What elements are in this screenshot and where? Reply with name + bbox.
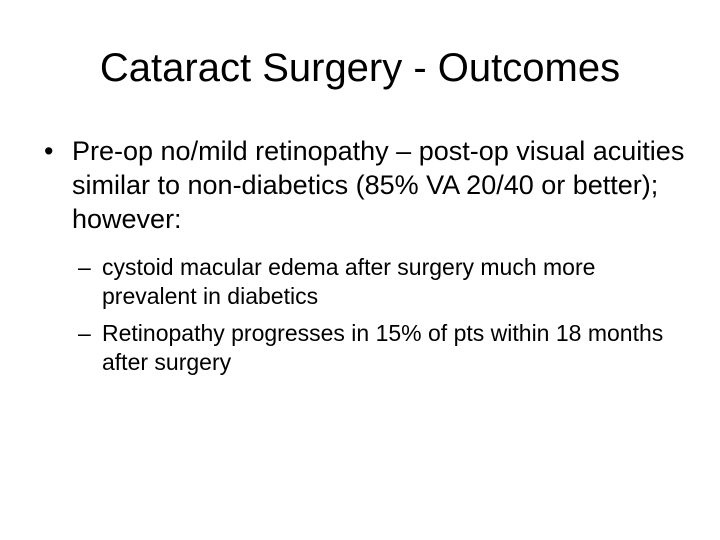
dash-marker-icon: –	[78, 320, 91, 346]
bullet-marker-icon: •	[44, 136, 54, 166]
sub-bullet-item	[78, 319, 678, 377]
slide-title: Cataract Surgery - Outcomes	[99, 46, 621, 90]
dash-marker-icon: –	[78, 254, 91, 280]
sub-bullet-text: Retinopathy progresses in 15% of pts within 18 months after surgery	[102, 320, 664, 375]
main-bullet-text: Pre-op no/mild retinopathy – post-op visual acuities similar to non-diabetics (85% VA 20/40 or better); however:	[72, 136, 685, 234]
sub-bullet-text: cystoid macular edema after surgery much more prevalent in diabetics	[102, 254, 596, 309]
sub-bullet-item	[78, 253, 678, 311]
main-bullet	[44, 134, 694, 236]
sub-bullet-list	[78, 253, 678, 385]
